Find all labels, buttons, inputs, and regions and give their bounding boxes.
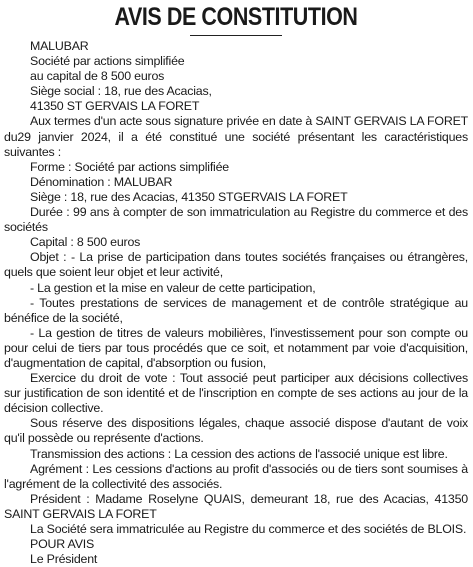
notice-paragraph: MALUBAR [30,39,89,53]
notice-title: AVIS DE CONSTITUTION [114,3,358,31]
notice-paragraph: Siège : 18, rue des Acacias, 41350 STGERVAIS LA FORET [30,189,348,204]
notice-paragraph: - La gestion et la mise en valeur de cette participation, [30,280,316,295]
notice-paragraph: Siège social : 18, rue des Acacias, [30,84,212,99]
notice-paragraph: Exercice du droit de vote : Tout associé peut participer aux décisions collectives sur justification de son identité et de l'inscription en compte de ses actions au jour de la décision collective. [4,371,468,416]
notice-paragraph: - La gestion de titres de valeurs mobilières, l'investissement pour son compte ou pour celui de tiers par tous procédés que ce soit, et notamment par voie d'acquisition, d'augmentation de capital, d'absorption ou fusion, [4,325,468,370]
notice-paragraph: Durée : 99 ans à compter de son immatriculation au Registre du commerce et des sociétés [4,205,468,235]
notice-paragraph: Dénomination : MALUBAR [30,174,173,189]
notice-paragraph: au capital de 8 500 euros [30,69,165,84]
notice-paragraph: - Toutes prestations de services de management et de contrôle stratégique au bénéfice de la société, [4,295,468,325]
notice-paragraph: Aux termes d'un acte sous signature privée en date à SAINT GERVAIS LA FORET du29 janvier 2024, il a été constitué une société présentant les caractéristiques suivantes : [4,114,468,159]
notice-body [4,39,468,567]
notice-paragraph: Société par actions simplifiée [30,54,185,69]
notice-paragraph: Objet : - La prise de participation dans toutes sociétés françaises ou étrangères, quels que soient leur objet et leur activité, [4,250,468,280]
notice-paragraph: Transmission des actions : La cession des actions de l'associé unique est libre. [30,446,448,461]
notice-paragraph: Agrément : Les cessions d'actions au profit d'associés ou de tiers sont soumises à l'agrément de la collectivité des associés. [4,461,468,491]
notice-paragraph: POUR AVIS [30,537,95,552]
notice-paragraph: Capital : 8 500 euros [30,235,141,250]
notice-paragraph: Président : Madame Roselyne QUAIS, demeurant 18, rue des Acacias, 41350 SAINT GERVAIS LA FORET [4,491,468,521]
notice-paragraph: Forme : Société par actions simplifiée [30,159,229,174]
notice-paragraph: Le Président [30,552,98,567]
notice-paragraph: Sous réserve des dispositions légales, chaque associé dispose d'autant de voix qu'il possède ou représente d'actions. [4,416,468,446]
notice-paragraph: La Société sera immatriculée au Registre du commerce et des sociétés de BLOIS. [30,522,467,536]
title-underline [190,35,282,36]
notice-paragraph: 41350 ST GERVAIS LA FORET [30,99,200,114]
